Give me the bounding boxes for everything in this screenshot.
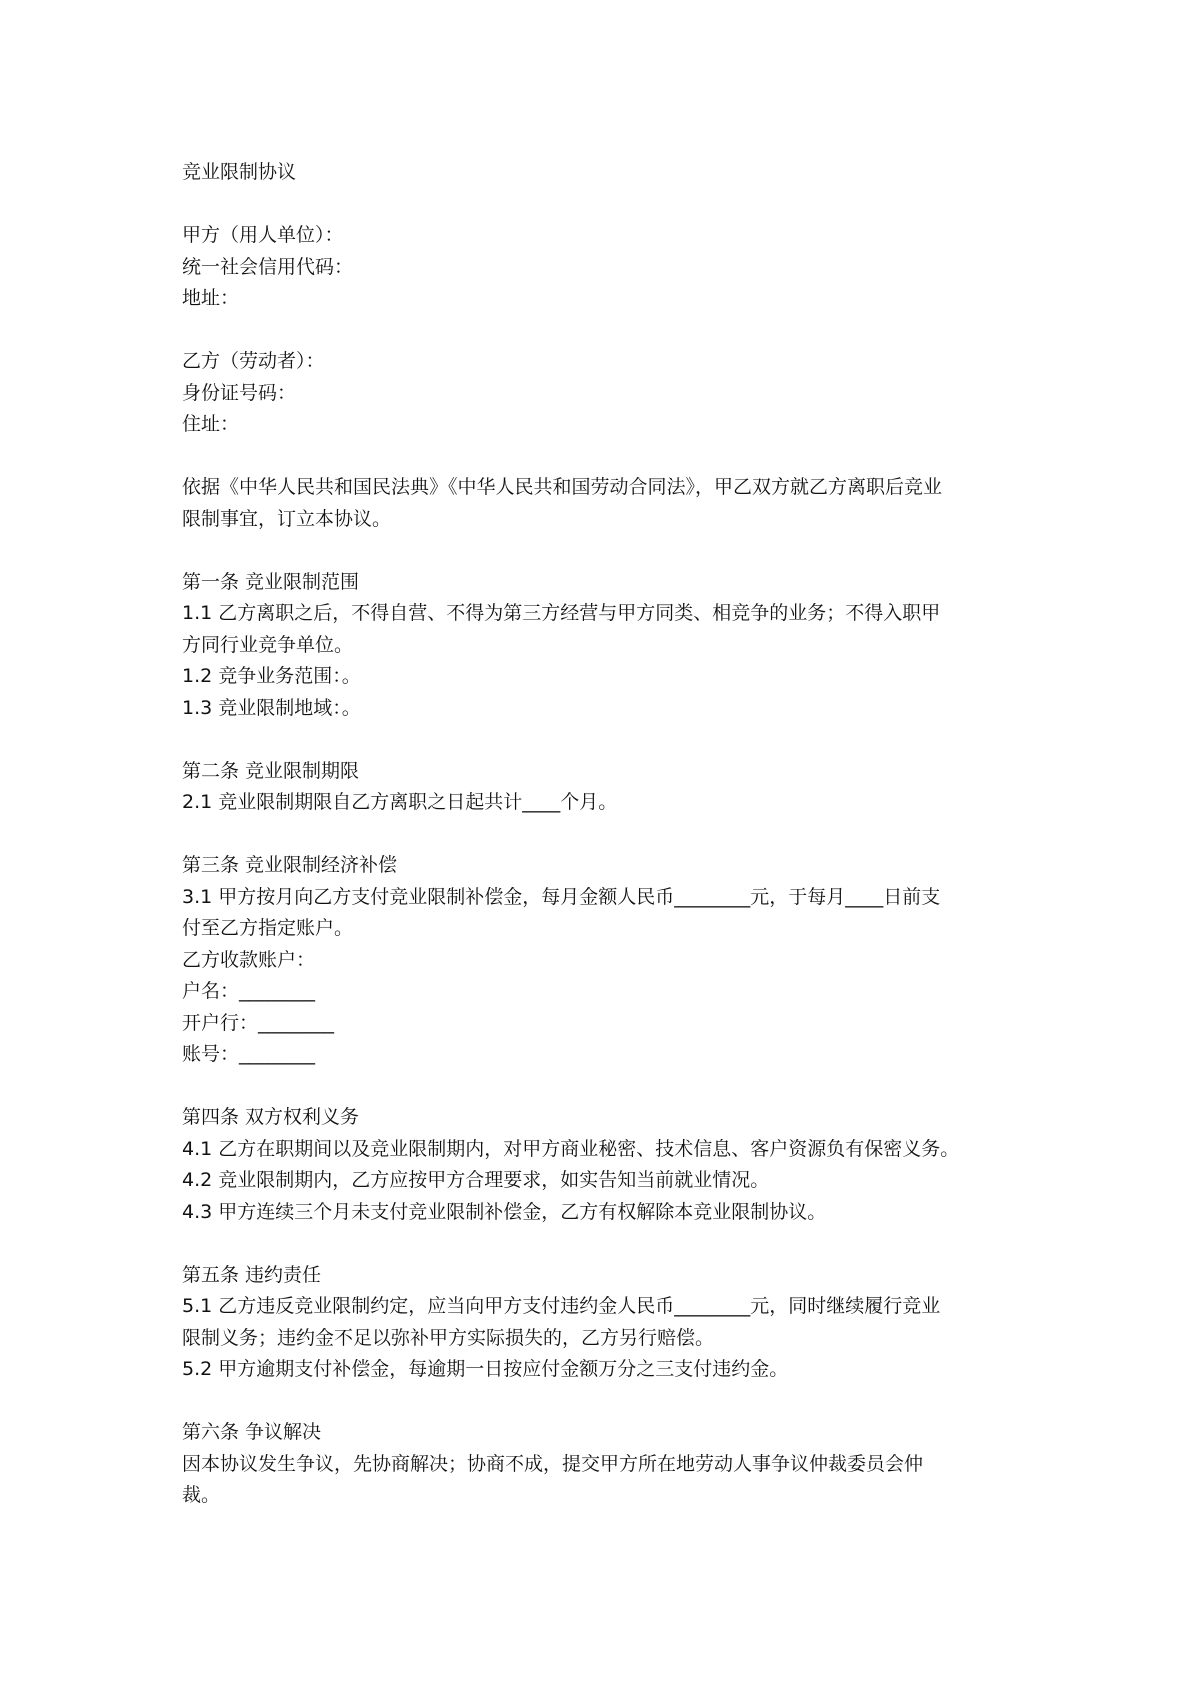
article-1-heading: 第一条 竞业限制范围: [182, 570, 360, 593]
party-b-id-number: 身份证号码：: [182, 381, 297, 404]
clause-6-line-2: 裁。: [182, 1484, 221, 1506]
clause-1-2: 1.2 竞争业务范围：。: [182, 665, 361, 687]
clause-1-1-line-1: 1.1 乙方离职之后，不得自营、不得为第三方经营与甲方同类、相竞争的业务；不得入职甲: [182, 602, 941, 624]
clause-5-2: 5.2 甲方逾期支付补偿金，每逾期一日按应付金额万分之三支付违约金。: [182, 1358, 789, 1380]
article-4-heading: 第四条 双方权利义务: [182, 1106, 360, 1128]
clause-5-1-line-1: 5.1 乙方违反竞业限制约定，应当向甲方支付违约金人民币________元，同时继续履行竞业: [182, 1295, 941, 1317]
clause-6-line-1: 因本协议发生争议，先协商解决；协商不成，提交甲方所在地劳动人事争议仲裁委员会仲: [182, 1452, 924, 1475]
clause-4-2: 4.2 竞业限制期内，乙方应按甲方合理要求，如实告知当前就业情况。: [182, 1169, 770, 1191]
clause-4-1: 4.1 乙方在职期间以及竞业限制期内，对甲方商业秘密、技术信息、客户资源负有保密义务。: [182, 1137, 960, 1160]
clause-4-3: 4.3 甲方连续三个月未支付竞业限制补偿金，乙方有权解除本竞业限制协议。: [182, 1200, 827, 1223]
clause-5-1-line-2: 限制义务；违约金不足以弥补甲方实际损失的，乙方另行赔偿。: [182, 1326, 715, 1349]
account-number: 账号：________: [182, 1043, 316, 1065]
article-5-heading: 第五条 违约责任: [182, 1263, 322, 1286]
clause-3-1-line-2: 付至乙方指定账户。: [182, 917, 354, 939]
clause-2-1: 2.1 竞业限制期限自乙方离职之日起共计____个月。: [182, 791, 618, 813]
article-2-heading: 第二条 竞业限制期限: [182, 759, 360, 782]
party-a-address: 地址：: [182, 287, 240, 309]
preamble-line-2: 限制事宜，订立本协议。: [182, 507, 392, 530]
preamble-line-1: 依据《中华人民共和国民法典》《中华人民共和国劳动合同法》，甲乙双方就乙方离职后竞业: [182, 476, 943, 498]
spacer: [182, 1228, 1022, 1260]
document-body: [182, 157, 1022, 1512]
spacer: [182, 189, 1022, 221]
clause-1-1-line-2: 方同行业竞争单位。: [182, 633, 354, 656]
party-b-residence: 住址：: [182, 413, 240, 435]
spacer: [182, 724, 1022, 756]
spacer: [182, 441, 1022, 473]
article-6-heading: 第六条 争议解决: [182, 1421, 322, 1443]
spacer: [182, 315, 1022, 347]
party-a-credit-code: 统一社会信用代码：: [182, 255, 354, 278]
spacer: [182, 1386, 1022, 1418]
account-label: 乙方收款账户：: [182, 948, 316, 971]
clause-3-1-line-1: 3.1 甲方按月向乙方支付竞业限制补偿金，每月金额人民币________元，于每月____日前支: [182, 885, 941, 908]
spacer: [182, 819, 1022, 851]
account-name: 户名：________: [182, 980, 316, 1002]
spacer: [182, 535, 1022, 567]
party-a-label: 甲方（用人单位）：: [182, 224, 344, 246]
document-title: 竞业限制协议: [182, 161, 297, 183]
party-b-label: 乙方（劳动者）：: [182, 350, 325, 372]
article-3-heading: 第三条 竞业限制经济补偿: [182, 854, 398, 876]
spacer: [182, 1071, 1022, 1103]
account-bank: 开户行：________: [182, 1011, 335, 1034]
clause-1-3: 1.3 竞业限制地域：。: [182, 696, 361, 719]
